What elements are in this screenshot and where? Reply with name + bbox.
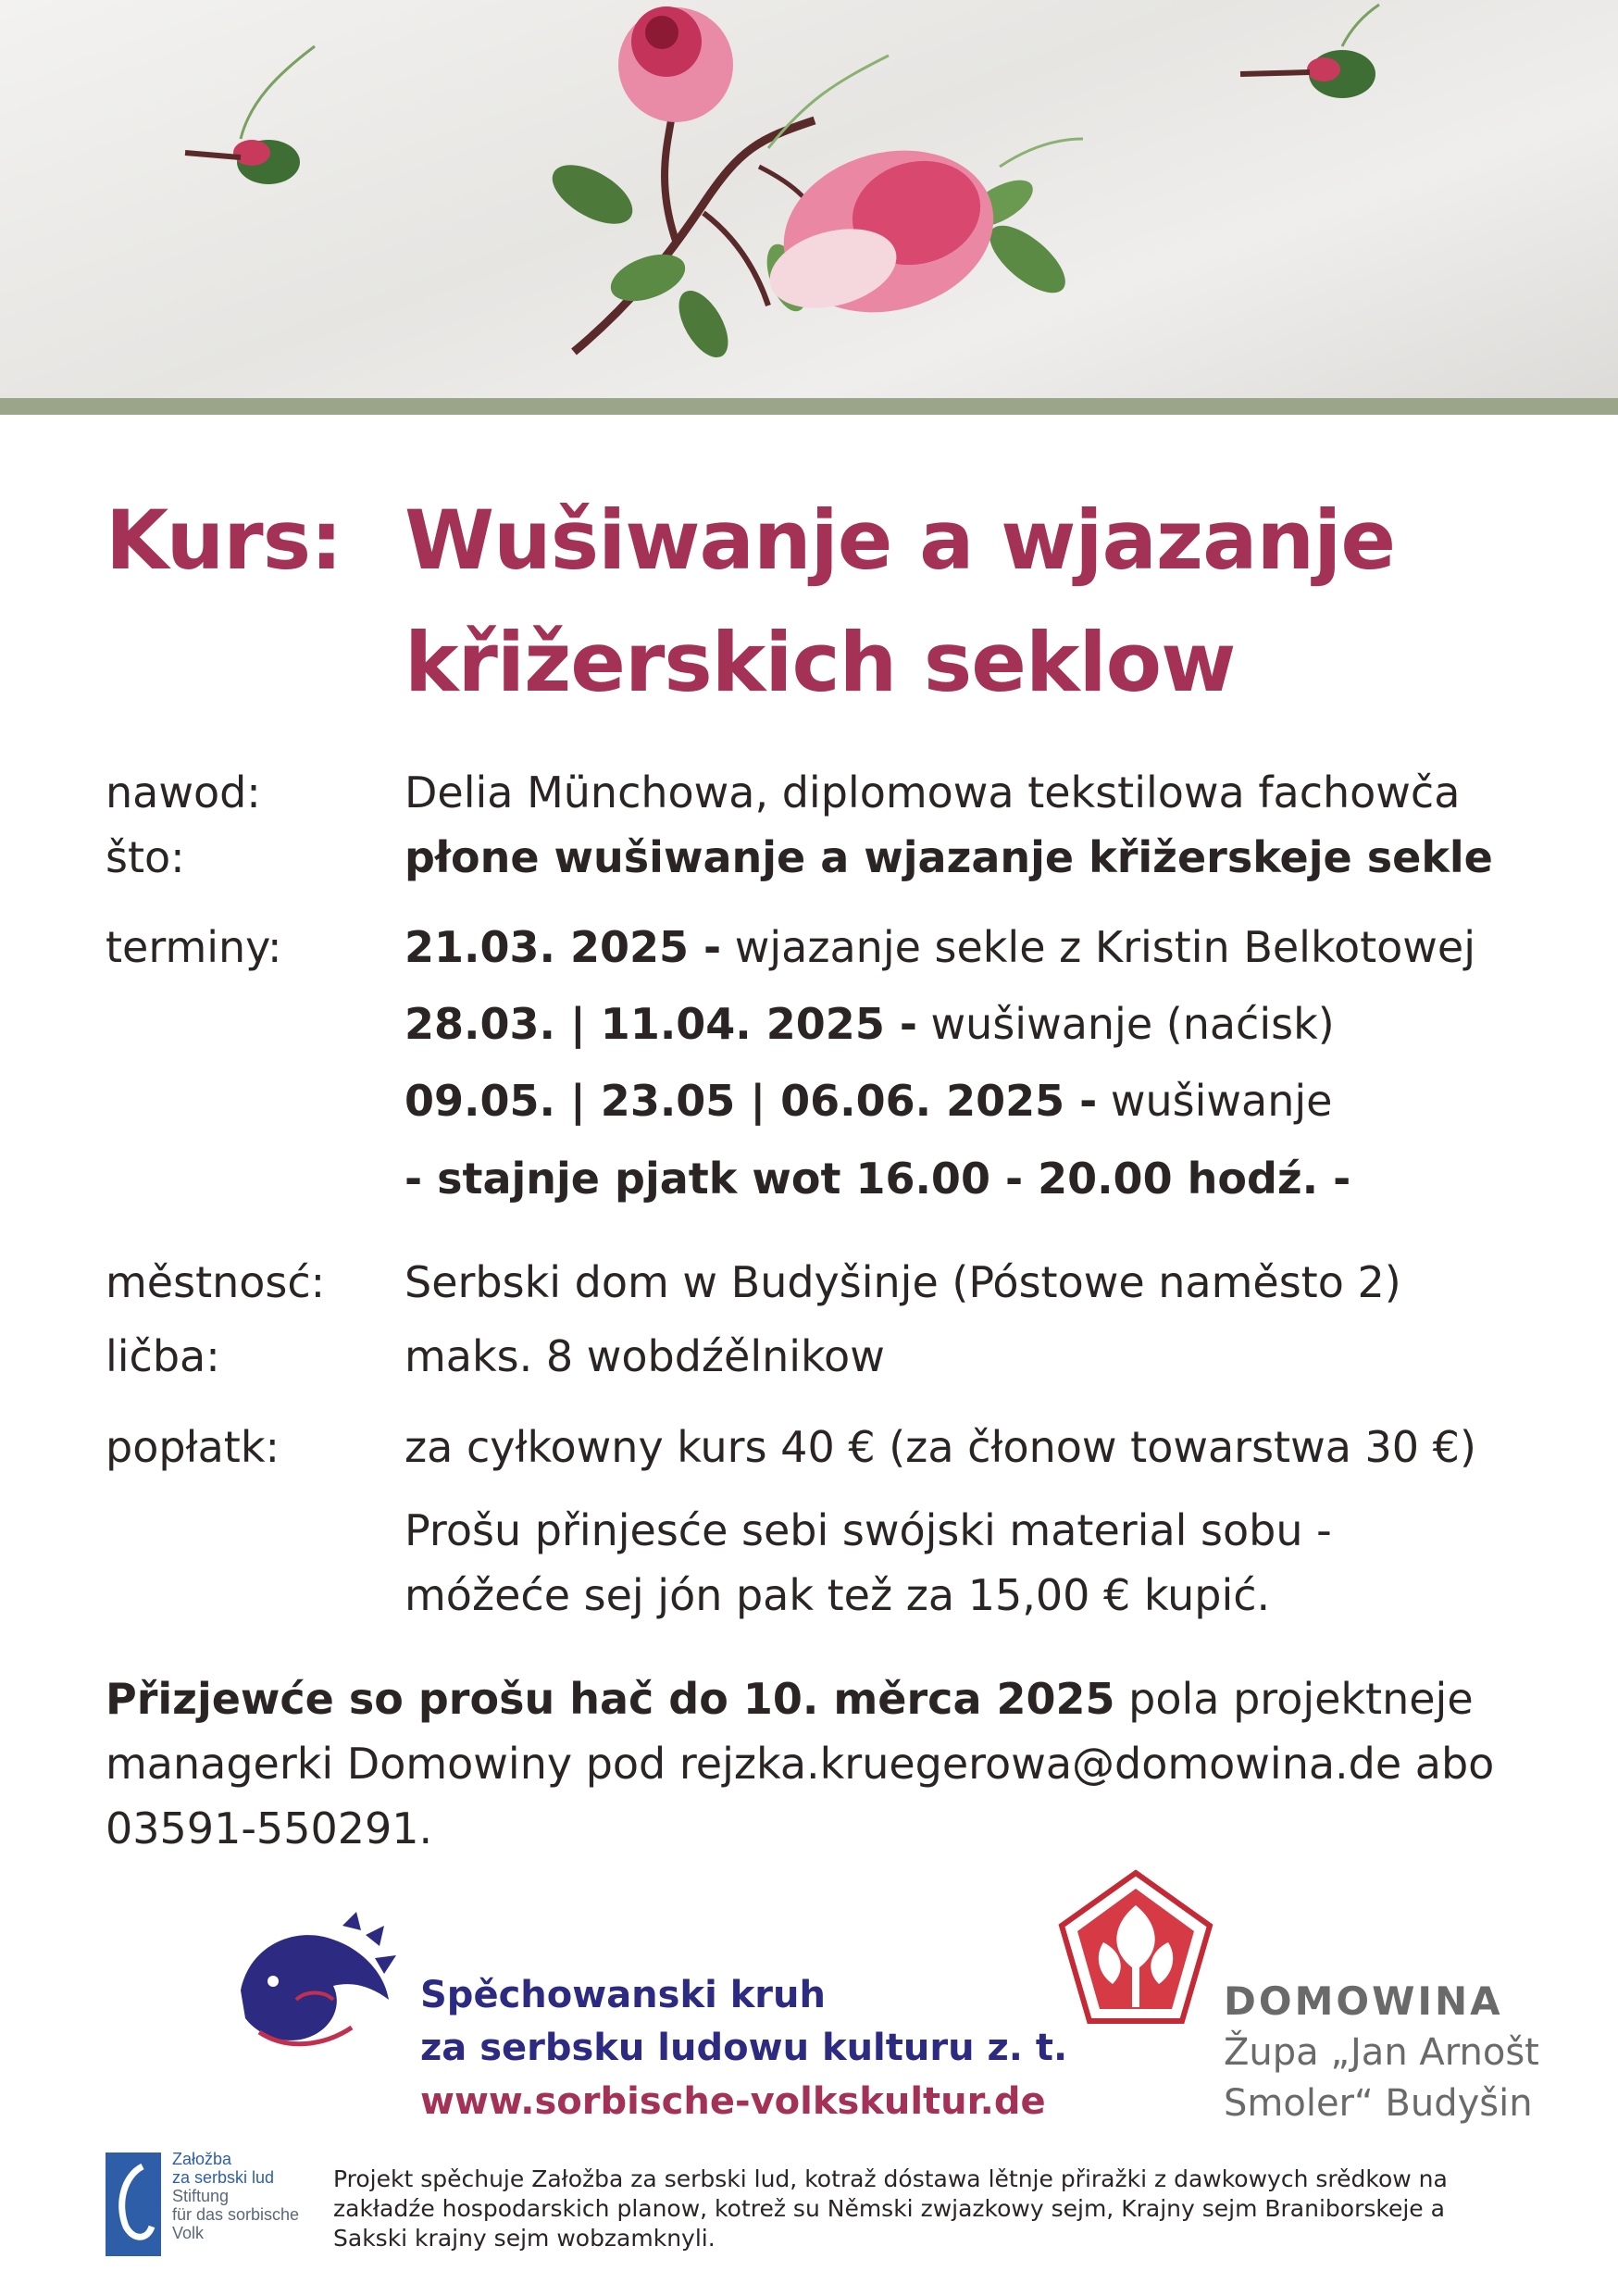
organizer-name-line-2: za serbsku ludowu kulturu z. t.: [420, 2027, 1068, 2069]
material-line-2: móžeće sej jón pak tež za 15,00 € kupić.: [404, 1570, 1271, 1620]
domowina-name: DOMOWINA: [1224, 1978, 1503, 2024]
foundation-logo-text: Załožba za serbski lud Stiftung für das sorbische Volk: [172, 2150, 300, 2242]
location-label: městnosć:: [106, 1257, 326, 1307]
funding-footnote: Projekt spěchuje Załožba za serbski lud, kotraž dóstawa lětnje přiražki z dawkowych srědkow na zakładźe hospodarskich planow, kotrež su Němski zwjazkowy sejm, Krajny sejm Braniborskeje a Sakski krajny sejm wobzamknyli.: [333, 2165, 1448, 2252]
registration-text: Přizjewće so prošu hač do 10. měrca 2025 pola projektneje managerki Domowiny pod rejzka.kruegerowa@domowina.de abo 03591-550291.: [106, 1674, 1495, 1853]
organizer-name-line-1: Spěchowanski kruh: [420, 1974, 826, 2016]
decorative-green-band: [0, 398, 1618, 415]
time-note: - stajnje pjatk wot 16.00 - 20.00 hodź. -: [404, 1154, 1351, 1204]
count-label: ličba:: [106, 1331, 220, 1381]
domowina-crest-icon: [1057, 1868, 1214, 2035]
bird-logo-icon: [222, 1907, 398, 2055]
fee-label: popłatk:: [106, 1422, 280, 1472]
dates-label: terminy:: [106, 922, 282, 972]
foundation-logo-icon: [106, 2152, 161, 2256]
course-title-line-2: křižerskich seklow: [404, 615, 1236, 710]
instructor-value: Delia Münchowa, diplomowa tekstilowa fachowča: [404, 767, 1461, 817]
domowina-sub-line-2: Smoler“ Budyšin: [1224, 2082, 1533, 2125]
what-value: płone wušiwanje a wjazanje křižerskeje sekle: [404, 832, 1493, 882]
date-entry: 28.03. | 11.04. 2025 - wušiwanje (naćisk): [404, 999, 1335, 1049]
course-label: Kurs:: [106, 493, 342, 588]
date-entry: 21.03. 2025 - wjazanje sekle z Kristin Belkotowej: [404, 922, 1475, 972]
embroidered-roses-illustration: [0, 0, 1618, 398]
course-title-line-1: Wušiwanje a wjazanje: [404, 493, 1396, 588]
count-value: maks. 8 wobdźělnikow: [404, 1331, 885, 1381]
what-label: što:: [106, 832, 185, 882]
domowina-sub-line-1: Župa „Jan Arnošt: [1224, 2031, 1539, 2074]
fee-value: za cyłkowny kurs 40 € (za čłonow towarstwa 30 €): [404, 1422, 1476, 1472]
instructor-label: nawod:: [106, 767, 261, 817]
location-value: Serbski dom w Budyšinje (Póstowe naměsto 2): [404, 1257, 1401, 1307]
material-line-1: Prošu přinjesće sebi swójski material sobu -: [404, 1505, 1332, 1555]
organizer-website: www.sorbische-volkskultur.de: [420, 2080, 1046, 2123]
date-entry: 09.05. | 23.05 | 06.06. 2025 - wušiwanje: [404, 1076, 1333, 1126]
hero-embroidery-image: [0, 0, 1618, 398]
